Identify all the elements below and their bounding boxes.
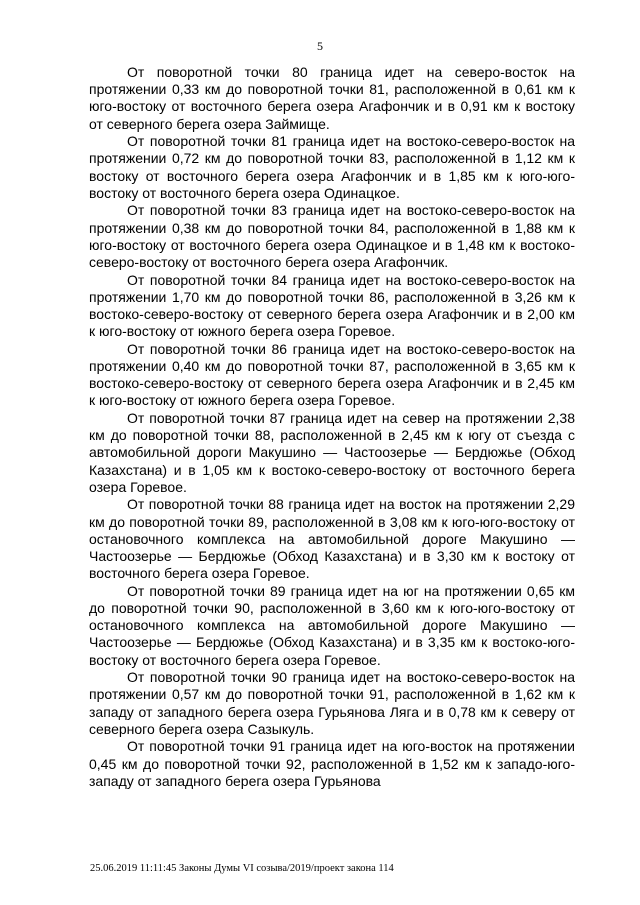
paragraph: От поворотной точки 90 граница идет на востоко-северо-восток на протяжении 0,57 км до поворотной точки 91, расположенной в 1,62 км к западу от западного берега озера Гурьянова Ляга и в 0,78 км к северу от северного берега озера Сазыкуль. [89, 669, 575, 737]
paragraph: От поворотной точки 83 граница идет на востоко-северо-восток на протяжении 0,38 км до поворотной точки 84, расположенной в 1,88 км к юго-востоку от восточного берега озера Одинацкое и в 1,48 км к востоко-северо-востоку от восточного берега озера Агафончик. [89, 202, 575, 271]
paragraph: От поворотной точки 89 граница идет на юг на протяжении 0,65 км до поворотной точки 90, расположенной в 3,60 км к юго-юго-востоку от остановочного комплекса на автомобильной дороге Макушино — Частоозерье — Бердюжье (Обход Казахстана) и в 3,35 км к востоко-юго-востоку от восточного берега озера Горевое. [89, 582, 575, 668]
paragraph: От поворотной точки 86 граница идет на востоко-северо-восток на протяжении 0,40 км до поворотной точки 87, расположенной в 3,65 км к востоко-северо-востоку от северного берега озера Агафончик и в 2,45 км к юго-востоку от южного берега озера Горевое. [89, 340, 575, 409]
paragraph: От поворотной точки 80 граница идет на северо-восток на протяжении 0,33 км до поворотной точки 81, расположенной в 0,61 км к юго-востоку от восточного берега озера Агафончик и в 0,91 км к востоку от северного берега озера Займище. [89, 64, 575, 132]
document-body [89, 64, 575, 790]
paragraph: От поворотной точки 88 граница идет на восток на протяжении 2,29 км до поворотной точки 89, расположенной в 3,08 км к юго-юго-востоку от остановочного комплекса на автомобильной дороге Макушино — Частоозерье — Бердюжье (Обход Казахстана) и в 3,30 км к востоку от восточного берега озера Горевое. [89, 496, 575, 582]
paragraph: От поворотной точки 91 граница идет на юго-восток на протяжении 0,45 км до поворотной точки 92, расположенной в 1,52 км к западо-юго-западу от западного берега озера Гурьянова [89, 738, 575, 789]
document-footer: 25.06.2019 11:11:45 Законы Думы VI созыва/2019/проект закона 114 [90, 863, 394, 874]
paragraph: От поворотной точки 87 граница идет на север на протяжении 2,38 км до поворотной точки 88, расположенной в 2,45 км к югу от съезда с автомобильной дороги Макушино — Частоозерье — Бердюжье (Обход Казахстана) и в 1,05 км к востоко-северо-востоку от восточного берега озера Горевое. [89, 410, 575, 495]
paragraph: От поворотной точки 81 граница идет на востоко-северо-восток на протяжении 0,72 км до поворотной точки 83, расположенной в 1,12 км к востоку от восточного берега озера Агафончик и в 1,85 км к юго-юго-востоку от восточного берега озера Одинацкое. [89, 133, 575, 201]
page-number: 5 [317, 39, 323, 53]
paragraph: От поворотной точки 84 граница идет на востоко-северо-восток на протяжении 1,70 км до поворотной точки 86, расположенной в 3,26 км к востоко-северо-востоку от северного берега озера Агафончик и в 2,00 км к юго-востоку от южного берега озера Горевое. [89, 271, 575, 340]
